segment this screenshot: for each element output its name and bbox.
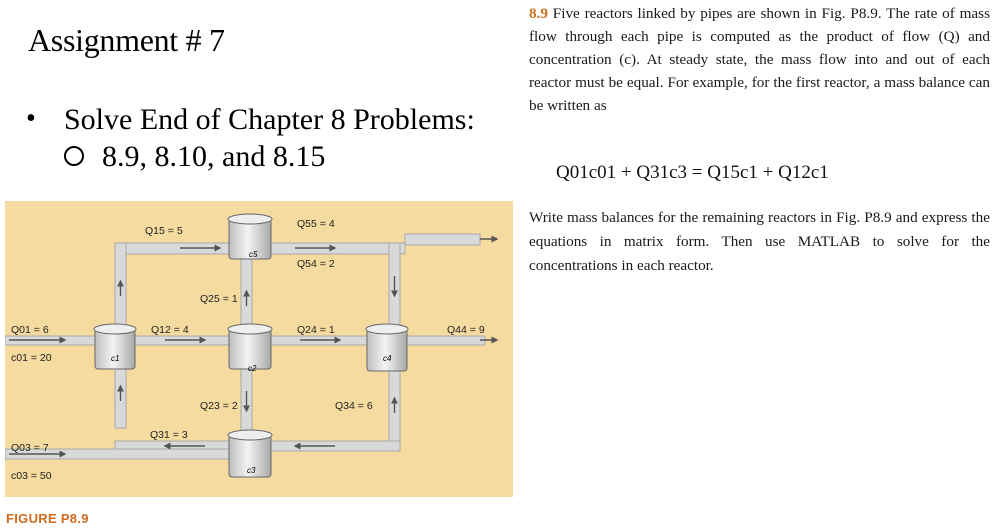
label-q12: Q12 = 4: [151, 324, 189, 336]
reactor-figure: [5, 201, 513, 497]
problem-statement: [529, 2, 990, 117]
reactor-5-label: c5: [249, 250, 258, 259]
problem-number: 8.9: [529, 5, 548, 22]
circle-bullet-icon: [64, 146, 84, 166]
reactor-4-label: c4: [383, 354, 392, 363]
label-c01: c01 = 20: [11, 352, 52, 364]
label-q54: Q54 = 2: [297, 258, 335, 270]
label-q31: Q31 = 3: [150, 429, 188, 441]
reactor-2: [228, 324, 272, 373]
reactor-5: [228, 214, 272, 259]
reactor-2-label: c2: [248, 364, 257, 373]
bullet-text: Solve End of Chapter 8 Problems:: [64, 103, 475, 136]
label-q44: Q44 = 9: [447, 324, 485, 336]
label-q24: Q24 = 1: [297, 324, 335, 336]
label-q01: Q01 = 6: [11, 324, 49, 336]
reactor-3: [228, 430, 272, 477]
label-c03: c03 = 50: [11, 470, 52, 482]
label-q15: Q15 = 5: [145, 225, 183, 237]
slide-title: Assignment # 7: [28, 22, 225, 58]
sub-bullet-item: [64, 140, 325, 174]
problem-intro: Five reactors linked by pipes are shown in Fig. P8.9. The rate of mass flow through each pipe is computed as the product of flow (Q) and concentration (c). At steady state, the mass flow into and out of each reactor must be equal. For example, for the first reactor, a mass balance can be written as: [529, 5, 990, 114]
figure-caption: FIGURE P8.9: [6, 511, 89, 526]
pipe-q55: [405, 234, 480, 245]
problem-instruction: [529, 206, 990, 278]
reactor-1: [94, 324, 136, 369]
problem-instruction-text: Write mass balances for the remaining reactors in Fig. P8.9 and express the equations in matrix form. Then use MATLAB to solve for the concentrations in each reactor.: [529, 209, 990, 274]
label-q34: Q34 = 6: [335, 400, 373, 412]
reactor-1-label: c1: [111, 354, 120, 363]
reactor-4: [366, 324, 408, 371]
label-q03: Q03 = 7: [11, 442, 49, 454]
reactor-3-label: c3: [247, 466, 256, 475]
reactor-diagram: [5, 201, 513, 497]
pipe-q44: [405, 336, 485, 345]
label-q25: Q25 = 1: [200, 293, 238, 305]
label-q23: Q23 = 2: [200, 400, 238, 412]
sub-bullet-text: 8.9, 8.10, and 8.15: [102, 140, 326, 173]
mass-balance-equation: Q01c01 + Q31c3 = Q15c1 + Q12c1: [556, 162, 829, 183]
label-q55: Q55 = 4: [297, 218, 335, 230]
bullet-marker: •: [26, 103, 36, 134]
